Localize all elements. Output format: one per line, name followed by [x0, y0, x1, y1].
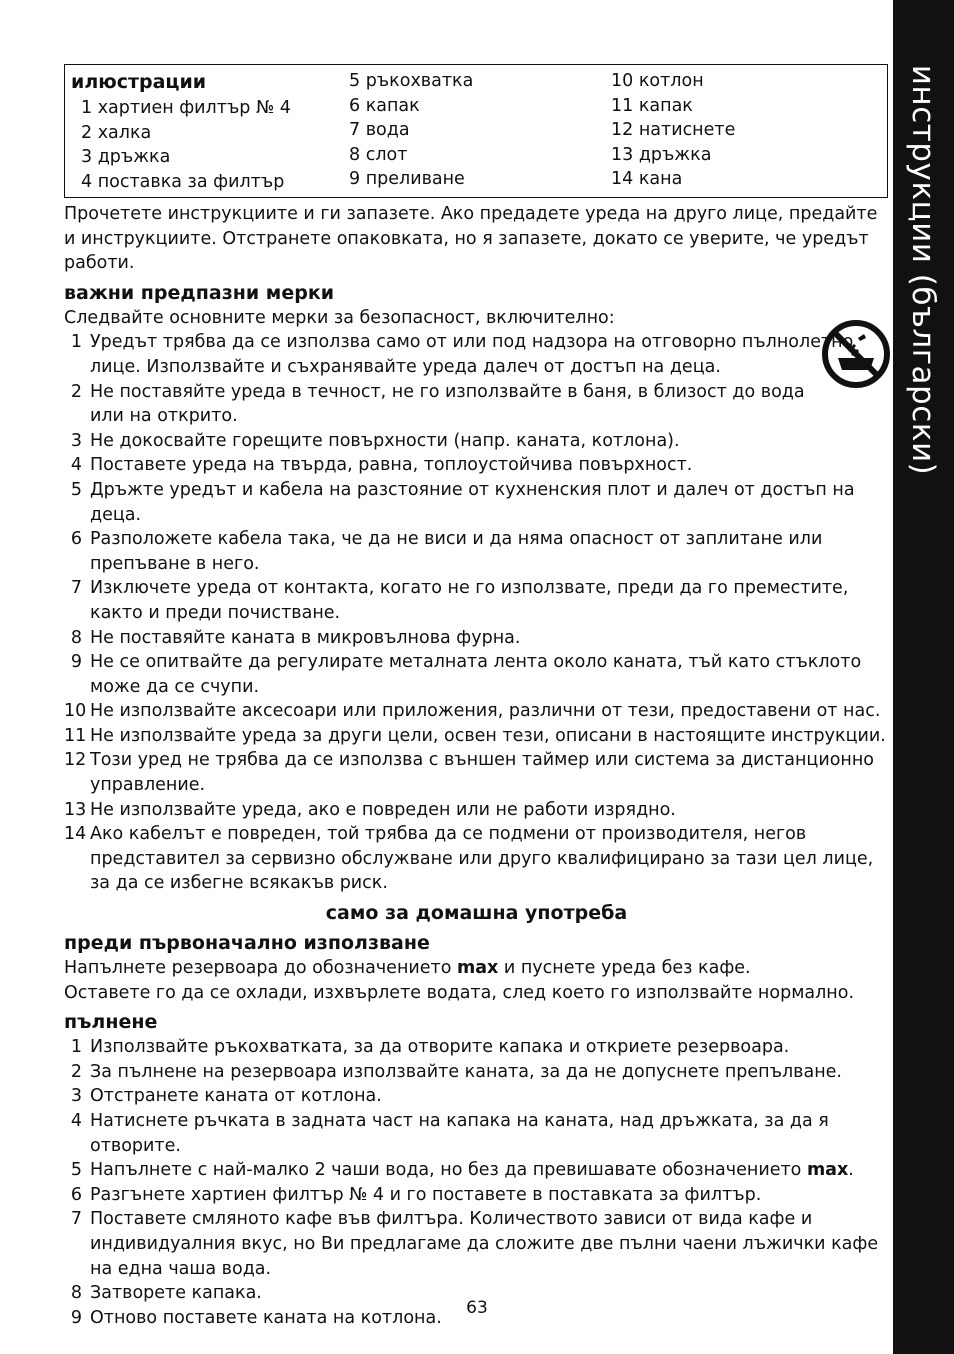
intro-text: Прочетете инструкциите и ги запазете. Ако предадете уреда на друго лице, предайте и инструкциите. Отстранете опаковката, но я запазете, докато се уверите, че уредът работи.	[64, 204, 878, 274]
list-item	[64, 330, 889, 379]
first-use-text: Напълнете резервоара до обозначението	[64, 958, 457, 979]
list-number: 4	[70, 455, 82, 476]
page-number: 63	[466, 1298, 488, 1318]
list-text: Натиснете ръчката в задната част на капака на каната, над дръжката, за да я отворите.	[90, 1111, 829, 1156]
illustration-item: 9 преливане	[349, 169, 465, 189]
illustrations-col-1	[71, 69, 291, 194]
list-number: 2	[70, 1061, 82, 1082]
illustrations-box	[64, 64, 888, 198]
list-number: 11	[64, 725, 87, 746]
list-item	[64, 650, 889, 699]
list-number: 9	[70, 652, 82, 673]
filling-heading: пълнене	[64, 1011, 158, 1034]
list-item	[64, 748, 889, 797]
list-text: За пълнене на резервоара използвайте каната, за да не допуснете препълване.	[90, 1061, 842, 1082]
list-item	[64, 1060, 889, 1085]
safety-lead: Следвайте основните мерки за безопасност, включително:	[64, 307, 615, 328]
list-number: 7	[70, 1209, 82, 1230]
list-item	[64, 699, 889, 724]
main-content	[64, 202, 889, 1330]
list-number: 7	[70, 578, 82, 599]
first-use-heading: преди първоначално използване	[64, 932, 430, 955]
list-item	[64, 429, 889, 454]
safety-list	[64, 330, 889, 896]
list-item	[64, 1084, 889, 1109]
list-text: Не се опитвайте да регулирате металната лента около каната, тъй като стъклото може да се счупи.	[90, 652, 862, 697]
max-label: max	[457, 958, 499, 979]
list-text: Този уред не трябва да се използва с външен таймер или система за дистанционно управление.	[90, 750, 874, 796]
first-use-line-2: Оставете го да се охлади, изхвърлете водата, след което го използвайте нормално.	[64, 982, 855, 1003]
illustration-item: 8 слот	[349, 144, 408, 165]
list-number: 5	[70, 1160, 82, 1181]
list-text: Уредът трябва да се използва само от или под надзора на отговорно пълнолетно лице. Използвайте и съхранявайте уреда далеч от достъп на деца.	[90, 332, 854, 377]
list-item	[64, 1035, 889, 1060]
list-number: 3	[70, 430, 82, 451]
list-text: Разположете кабела така, че да не виси и да няма опасност от заплитане или препъване в него.	[90, 529, 823, 574]
illustration-item: 7 вода	[349, 120, 410, 140]
list-item	[64, 626, 889, 651]
list-number: 14	[64, 824, 87, 845]
illustration-item: 2 халка	[81, 122, 152, 143]
list-number: 8	[70, 627, 82, 648]
illustration-item: 14 кана	[611, 169, 683, 189]
list-text: Не поставяйте уреда в течност, не го използвайте в баня, в близост до вода или на открито.	[90, 381, 805, 427]
illustration-item: 5 ръкохватка	[349, 71, 474, 91]
list-item	[64, 527, 889, 576]
list-item	[64, 822, 889, 896]
list-item	[64, 380, 830, 429]
illustration-item: 11 капак	[611, 95, 693, 116]
first-use-line-1	[64, 956, 889, 981]
list-text: Използвайте ръкохватката, за да отворите капака и откриете резервоара.	[90, 1037, 790, 1058]
list-number: 13	[64, 799, 87, 820]
list-text: Затворете капака.	[90, 1283, 262, 1304]
max-label: max	[806, 1160, 849, 1181]
illustration-item: 10 котлон	[611, 71, 704, 91]
list-text: Не използвайте уреда за други цели, освен тези, описани в настоящите инструкции.	[90, 725, 886, 746]
list-item	[64, 453, 889, 478]
illustration-item: 12 натиснете	[611, 120, 736, 140]
list-number: 12	[64, 750, 87, 771]
list-text: Разгънете хартиен филтър № 4 и го поставете в поставката за филтър.	[90, 1184, 762, 1205]
illustration-item: 13 дръжка	[611, 144, 712, 165]
list-number: 1	[70, 332, 82, 353]
sidebar-title: инструкции (български)	[905, 64, 941, 476]
list-text: Дръжте уредът и кабела на разстояние от кухненския плот и далеч от достъп на деца.	[90, 479, 855, 525]
list-text: Поставете уреда на твърда, равна, топлоустойчива повърхност.	[90, 455, 693, 476]
first-use-text: и пуснете уреда без кафе.	[498, 958, 751, 979]
list-item	[64, 798, 889, 823]
illustration-item: 4 поставка за филтър	[81, 171, 285, 192]
list-number: 8	[70, 1283, 82, 1304]
illustration-item: 3 дръжка	[81, 147, 171, 167]
illustration-item: 6 капак	[349, 95, 420, 116]
list-number: 5	[70, 479, 82, 500]
list-text: Не използвайте аксесоари или приложения, различни от тези, предоставени от нас.	[90, 701, 881, 722]
filling-list	[64, 1035, 889, 1330]
list-number: 6	[70, 1184, 82, 1205]
list-text: Ако кабелът е повреден, той трябва да се подмени от производителя, негов представител за сервизно обслужване или друго квалифицирано за тази цел лице, за да се избегне всякакъв риск.	[90, 824, 874, 894]
list-text: Отстранете каната от котлона.	[90, 1086, 382, 1107]
list-item	[64, 1158, 889, 1183]
illustrations-title: илюстрации	[71, 71, 207, 93]
list-item	[64, 478, 889, 527]
list-item	[64, 1183, 889, 1208]
list-number: 1	[70, 1037, 82, 1058]
safety-heading: важни предпазни мерки	[64, 281, 335, 304]
illustrations-col-3	[611, 69, 735, 192]
list-number: 9	[70, 1307, 82, 1328]
household-use-heading: само за домашна употреба	[325, 902, 628, 925]
list-number: 4	[70, 1111, 82, 1131]
list-number: 6	[70, 529, 82, 550]
list-item	[64, 1109, 889, 1158]
list-text: Поставете смляното кафе във филтъра. Количеството зависи от вида кафе и индивидуалния вкус, но Ви предлагаме да сложите две пълни чаени лъжички кафе на една чаша вода.	[90, 1209, 879, 1279]
illustration-item: 1 хартиен филтър № 4	[81, 98, 291, 118]
list-number: 10	[64, 701, 87, 722]
list-text: Отново поставете каната на котлона.	[90, 1307, 442, 1328]
list-text: Не поставяйте каната в микровълнова фурна.	[90, 627, 521, 648]
list-text: .	[848, 1160, 854, 1181]
illustrations-col-2	[349, 69, 473, 192]
list-number: 3	[70, 1086, 82, 1107]
list-item	[64, 1207, 889, 1281]
list-text: Напълнете с най-малко 2 чаши вода, но без да превишавате обозначението	[90, 1160, 807, 1181]
list-item	[64, 576, 889, 625]
list-item	[64, 724, 889, 749]
list-text: Изключете уреда от контакта, когато не го използвате, преди да го преместите, както и преди почистване.	[90, 578, 849, 623]
list-text: Не използвайте уреда, ако е повреден или не работи изрядно.	[90, 799, 676, 820]
list-number: 2	[70, 381, 82, 402]
list-text: Не докосвайте горещите повърхности (напр. каната, котлона).	[90, 430, 680, 451]
